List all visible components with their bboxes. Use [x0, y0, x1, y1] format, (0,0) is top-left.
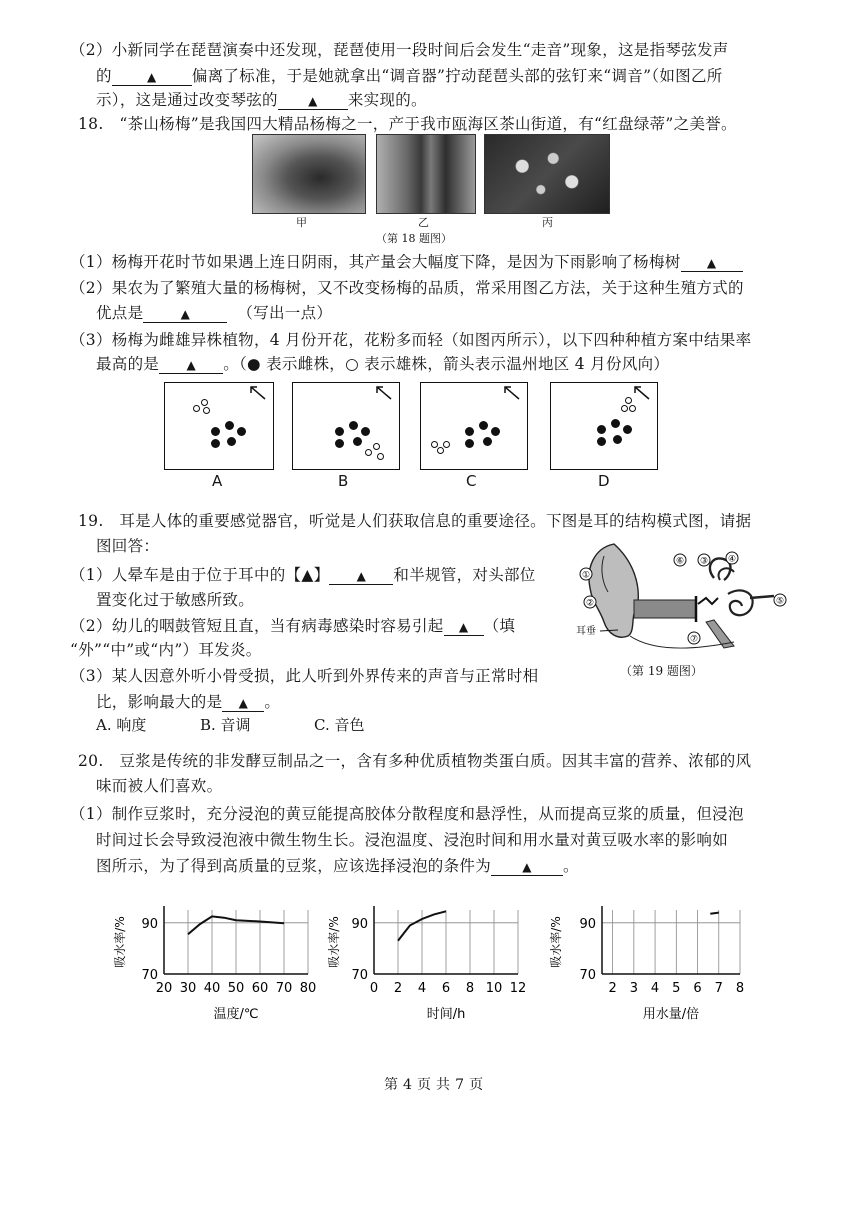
female-plant: [611, 419, 620, 428]
q19-2-line2: “外”“中”或“内”）耳发炎。: [70, 641, 262, 659]
q20-stem-line2: 味而被人们喜欢。: [96, 777, 223, 795]
bayberry-photo-jia: [252, 134, 366, 214]
ear-label-5: ⑤: [775, 596, 785, 607]
option-label-c: C: [466, 472, 477, 490]
option-label-b: B: [338, 472, 349, 490]
male-plant: [431, 441, 438, 448]
choice-c[interactable]: C. 音色: [314, 716, 365, 734]
x-tick-label: 20: [155, 981, 173, 996]
female-plant: [465, 427, 474, 436]
wind-arrow-icon: [165, 383, 273, 469]
y-tick-label: 90: [351, 916, 368, 932]
female-plant: [225, 421, 234, 430]
plan-panel-b: [292, 382, 400, 470]
male-plant: [621, 405, 628, 412]
male-plant: [201, 399, 208, 406]
option-label-d: D: [598, 472, 610, 490]
figure-18-caption: （第 18 题图）: [376, 232, 452, 245]
female-plant: [597, 437, 606, 446]
choice-a[interactable]: A. 响度: [96, 716, 147, 734]
x-tick-label: 10: [485, 981, 503, 996]
q18-3-line1: （3）杨梅为雌雄异株植物，4 月份开花，花粉多而轻（如图丙所示），以下四种种植方案中结果率: [70, 331, 752, 349]
x-tick-label: 4: [417, 981, 427, 996]
ear-structure-diagram: [574, 538, 790, 658]
chart-temperature: [110, 896, 320, 1030]
x-tick-label: 12: [509, 981, 527, 996]
male-plant: [443, 441, 450, 448]
bayberry-photo-bing: [484, 134, 610, 214]
series-line: [710, 913, 719, 914]
female-plant: [613, 435, 622, 444]
x-tick-label: 2: [393, 981, 403, 996]
answer-blank[interactable]: ▲: [278, 91, 348, 110]
q18-3-line2: 最高的是 ▲ 。（● 表示雌株，○ 表示雄株，箭头表示温州地区 4 月份风向）: [96, 355, 670, 373]
x-tick-label: 80: [299, 981, 317, 996]
q19-1-line1: （1）人晕车是由于位于耳中的【▲】 ▲ 和半规管，对头部位: [70, 566, 536, 584]
male-plant: [365, 449, 372, 456]
choice-b[interactable]: B. 音调: [200, 716, 251, 734]
answer-blank[interactable]: ▲: [444, 617, 484, 636]
q19-2-line1: （2）幼儿的咽鼓管短且直，当有病毒感染时容易引起 ▲ （填: [70, 617, 516, 635]
male-plant: [203, 407, 210, 414]
q18-1: （1）杨梅开花时节如果遇上连日阴雨，其产量会大幅度下降，是因为下雨影响了杨梅树 ▲: [70, 250, 743, 272]
q19-stem-line1: 19. 耳是人体的重要感觉器官，听觉是人们获取信息的重要途径。下图是耳的结构模式图，请据: [78, 512, 752, 530]
q20-1-line2: 时间过长会导致浸泡液中微生物生长。浸泡温度、浸泡时间和用水量对黄豆吸水率的影响如: [96, 831, 729, 849]
ear-label-2: ②: [585, 598, 595, 609]
q18-2-line1: （2）果农为了繁殖大量的杨梅树，又不改变杨梅的品质，常采用图乙方法，关于这种生殖方式的: [70, 279, 744, 297]
y-tick-label: 90: [141, 916, 158, 932]
male-plant: [625, 397, 632, 404]
chart-time: [324, 896, 530, 1030]
y-tick-label: 70: [351, 968, 368, 983]
x-tick-label: 50: [227, 981, 245, 996]
bayberry-photo-yi: [376, 134, 476, 214]
photo-label-yi: 乙: [418, 216, 429, 229]
q20-1-line1: （1）制作豆浆时，充分浸泡的黄豆能提高胶体分散程度和悬浮性，从而提高豆浆的质量，但浸泡: [70, 805, 744, 823]
x-tick-label: 7: [714, 981, 723, 996]
q17-2-line1: （2）小新同学在琵琶演奏中还发现，琵琶使用一段时间后会发生“走音”现象，这是指琴弦发声: [70, 41, 729, 59]
y-axis-label: 吸水率/%: [549, 916, 563, 968]
female-plant: [227, 437, 236, 446]
x-tick-label: 5: [672, 981, 681, 996]
female-plant: [353, 437, 362, 446]
ear-label-3: ③: [699, 556, 709, 567]
x-axis-label: 时间/h: [426, 1007, 466, 1022]
x-tick-label: 40: [203, 981, 221, 996]
x-tick-label: 8: [735, 981, 745, 996]
x-tick-label: 3: [629, 981, 638, 996]
plan-panel-c: [420, 382, 528, 470]
q19-3-line2: 比，影响最大的是 ▲ 。: [96, 693, 281, 711]
answer-blank[interactable]: ▲: [681, 253, 743, 272]
female-plant: [349, 421, 358, 430]
q20-1-line3: 图所示，为了得到高质量的豆浆，应该选择浸泡的条件为 ▲ 。: [96, 857, 579, 875]
x-tick-label: 30: [179, 981, 197, 996]
x-tick-label: 60: [251, 981, 269, 996]
answer-blank[interactable]: ▲: [112, 67, 192, 86]
y-tick-label: 70: [141, 968, 158, 983]
y-tick-label: 70: [579, 968, 596, 983]
q19-stem-line2: 图回答：: [96, 537, 160, 555]
answer-blank[interactable]: ▲: [222, 693, 264, 712]
x-axis-label: 温度/℃: [213, 1007, 259, 1022]
q18-stem: 18. “茶山杨梅”是我国四大精品杨梅之一，产于我市瓯海区茶山街道，有“红盘绿蒂”之美誉。: [78, 115, 737, 133]
ear-label-1: ①: [581, 570, 591, 581]
ear-label-6: ⑥: [675, 556, 685, 567]
ossicles: [698, 598, 718, 604]
figure-19-caption: （第 19 题图）: [620, 664, 703, 678]
x-tick-label: 6: [441, 981, 451, 996]
female-plant: [623, 425, 632, 434]
chart-water-amount: [546, 896, 752, 1030]
male-plant: [437, 447, 444, 454]
q19-3-line1: （3）某人因意外听小骨受损，此人听到外界传来的声音与正常时相: [70, 667, 539, 685]
plan-panel-a: [164, 382, 274, 470]
photo-label-jia: 甲: [296, 216, 307, 229]
male-plant: [193, 405, 200, 412]
q17-2-line2: 的 ▲ 偏离了标准，于是她就拿出“调音器”拧动琵琶头部的弦钉来“调音”（如图乙所: [96, 67, 723, 85]
photo-label-bing: 丙: [542, 216, 553, 229]
cochlea: [728, 590, 753, 615]
q17-2-line3: 示），这是通过改变琴弦的 ▲ 来实现的。: [96, 91, 427, 109]
answer-blank[interactable]: ▲: [491, 857, 563, 876]
x-tick-label: 70: [275, 981, 293, 996]
x-tick-label: 4: [650, 981, 660, 996]
page-footer: 第 4 页 共 7 页: [384, 1077, 484, 1093]
y-axis-label: 吸水率/%: [113, 916, 127, 968]
plan-panel-d: [550, 382, 658, 470]
x-tick-label: 6: [693, 981, 702, 996]
answer-blank[interactable]: ▲: [329, 566, 393, 585]
female-plant: [335, 427, 344, 436]
female-plant: [237, 427, 246, 436]
answer-blank[interactable]: ▲: [159, 355, 223, 374]
wind-arrow-icon: [421, 383, 527, 469]
x-tick-label: 0: [369, 981, 379, 996]
female-plant: [597, 425, 606, 434]
x-tick-label: 2: [608, 981, 617, 996]
male-plant: [373, 443, 380, 450]
y-tick-label: 90: [579, 916, 596, 932]
male-plant: [629, 405, 636, 412]
y-axis-label: 吸水率/%: [327, 916, 341, 968]
x-tick-label: 8: [465, 981, 475, 996]
female-plant: [479, 421, 488, 430]
option-label-a: A: [212, 472, 223, 490]
female-plant: [335, 439, 344, 448]
answer-blank[interactable]: ▲: [143, 304, 227, 323]
ear-label-7: ⑦: [689, 634, 699, 645]
q19-1-line2: 置变化过于敏感所致。: [96, 591, 255, 609]
female-plant: [465, 439, 474, 448]
female-plant: [483, 437, 492, 446]
female-plant: [491, 427, 500, 436]
female-plant: [211, 439, 220, 448]
x-axis-label: 用水量/倍: [642, 1007, 700, 1022]
q20-stem-line1: 20. 豆浆是传统的非发酵豆制品之一，含有多种优质植物类蛋白质。因其丰富的营养、浓郁的风: [78, 752, 752, 770]
female-plant: [211, 427, 220, 436]
ear-label-4: ④: [727, 554, 737, 565]
q18-2-line2: 优点是 ▲ （写出一点）: [96, 304, 333, 322]
female-plant: [361, 427, 370, 436]
auditory-nerve: [750, 596, 774, 598]
male-plant: [377, 453, 384, 460]
earlobe-label: 耳垂: [576, 626, 596, 637]
